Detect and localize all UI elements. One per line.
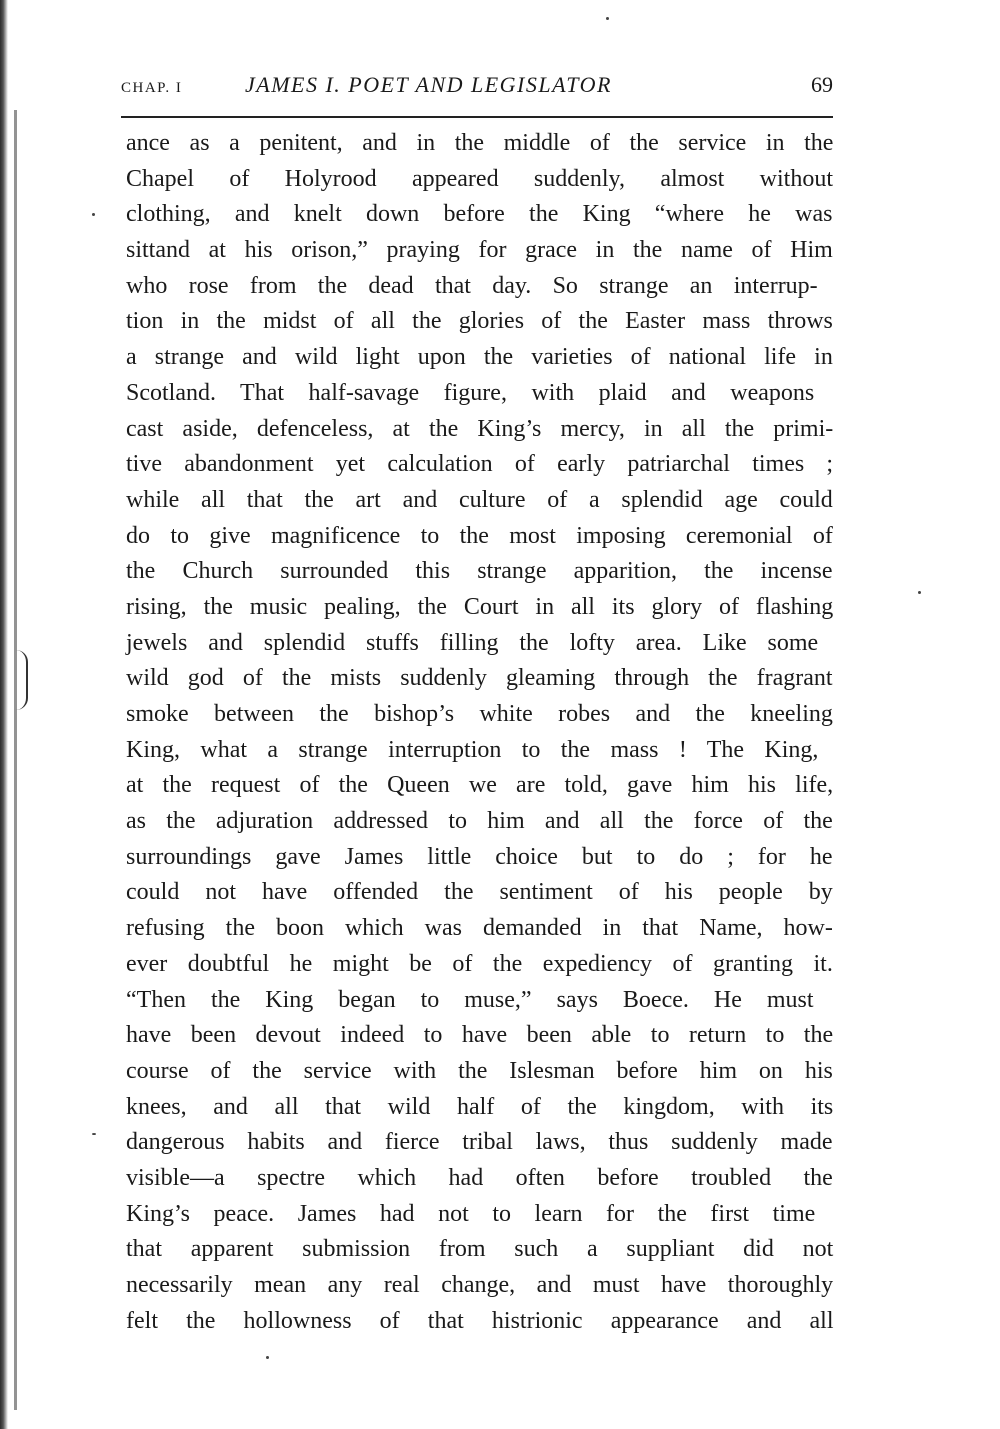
binding-margin-line (14, 110, 17, 1410)
text-line: jewels and splendid stuffs filling the lofty area. Like some (126, 629, 819, 656)
text-line: have been devout indeed to have been able to return to the (126, 1022, 834, 1049)
text-line: tion in the midst of all the glories of the Easter mass throws (126, 308, 833, 335)
text-line: dangerous habits and fierce tribal laws, thus suddenly made (126, 1129, 833, 1156)
text-line: tive abandonment yet calculation of early patriarchal times ; (126, 451, 834, 478)
scan-speck (606, 17, 609, 20)
text-line: a strange and wild light upon the varieties of national life in (126, 344, 833, 371)
text-line: who rose from the dead that day. So strange an interrup- (126, 272, 818, 299)
text-line: sittand at his orison,” praying for grace in the name of Him (126, 237, 833, 264)
text-line: the Church surrounded this strange apparition, the incense (126, 558, 833, 585)
text-line: as the adjuration addressed to him and all the force of the (126, 808, 833, 835)
text-line: rising, the music pealing, the Court in all its glory of flashing (126, 593, 834, 620)
text-line: at the request of the Queen we are told, gave him his life, (126, 772, 834, 799)
page-number: 69 (811, 72, 833, 97)
text-line: “Then the King began to muse,” says Boece. He must (126, 986, 814, 1013)
text-line: surroundings gave James little choice but to do ; for he (126, 843, 833, 870)
body-text (126, 126, 833, 1339)
text-line: course of the service with the Islesman before him on his (126, 1057, 833, 1084)
text-line: wild god of the mists suddenly gleaming through the fragrant (126, 665, 833, 692)
text-line: that apparent submission from such a suppliant did not (126, 1236, 834, 1263)
text-line: King, what a strange interruption to the mass ! The King, (126, 736, 819, 763)
text-line: refusing the boon which was demanded in that Name, how- (126, 915, 833, 942)
scan-speck (92, 213, 95, 216)
scan-speck (266, 1356, 269, 1359)
header-rule (121, 116, 833, 118)
running-header (121, 72, 833, 104)
text-line: Chapel of Holyrood appeared suddenly, almost without (126, 165, 833, 192)
text-line: visible—a spectre which had often before troubled the (126, 1164, 833, 1191)
text-line: knees, and all that wild half of the kingdom, with its (126, 1093, 834, 1120)
text-line: do to give magnificence to the most imposing ceremonial of (126, 522, 833, 549)
text-line: Scotland. That half-savage figure, with plaid and weapons (126, 379, 815, 406)
scan-speck (92, 1133, 96, 1135)
text-line: ance as a penitent, and in the middle of the service in the (126, 130, 834, 156)
scan-speck (918, 591, 921, 594)
margin-bracket-mark (16, 650, 28, 710)
text-line: King’s peace. James had not to learn for the first time (126, 1200, 816, 1227)
text-line: smoke between the bishop’s white robes and the kneeling (126, 701, 833, 727)
chapter-label: CHAP. I (121, 80, 183, 96)
text-line: cast aside, defenceless, at the King’s mercy, in all the primi- (126, 415, 834, 442)
text-line: clothing, and knelt down before the King “where he was (126, 201, 833, 228)
text-line: while all that the art and culture of a splendid age could (126, 486, 833, 513)
binding-shadow (0, 0, 8, 1429)
text-line: felt the hollowness of that histrionic appearance and all (126, 1307, 834, 1334)
text-line: ever doubtful he might be of the expediency of granting it. (126, 950, 833, 977)
running-title: JAMES I. POET AND LEGISLATOR (245, 72, 612, 97)
text-line: could not have offended the sentiment of his people by (126, 879, 833, 906)
text-line: necessarily mean any real change, and must have thoroughly (126, 1272, 834, 1298)
